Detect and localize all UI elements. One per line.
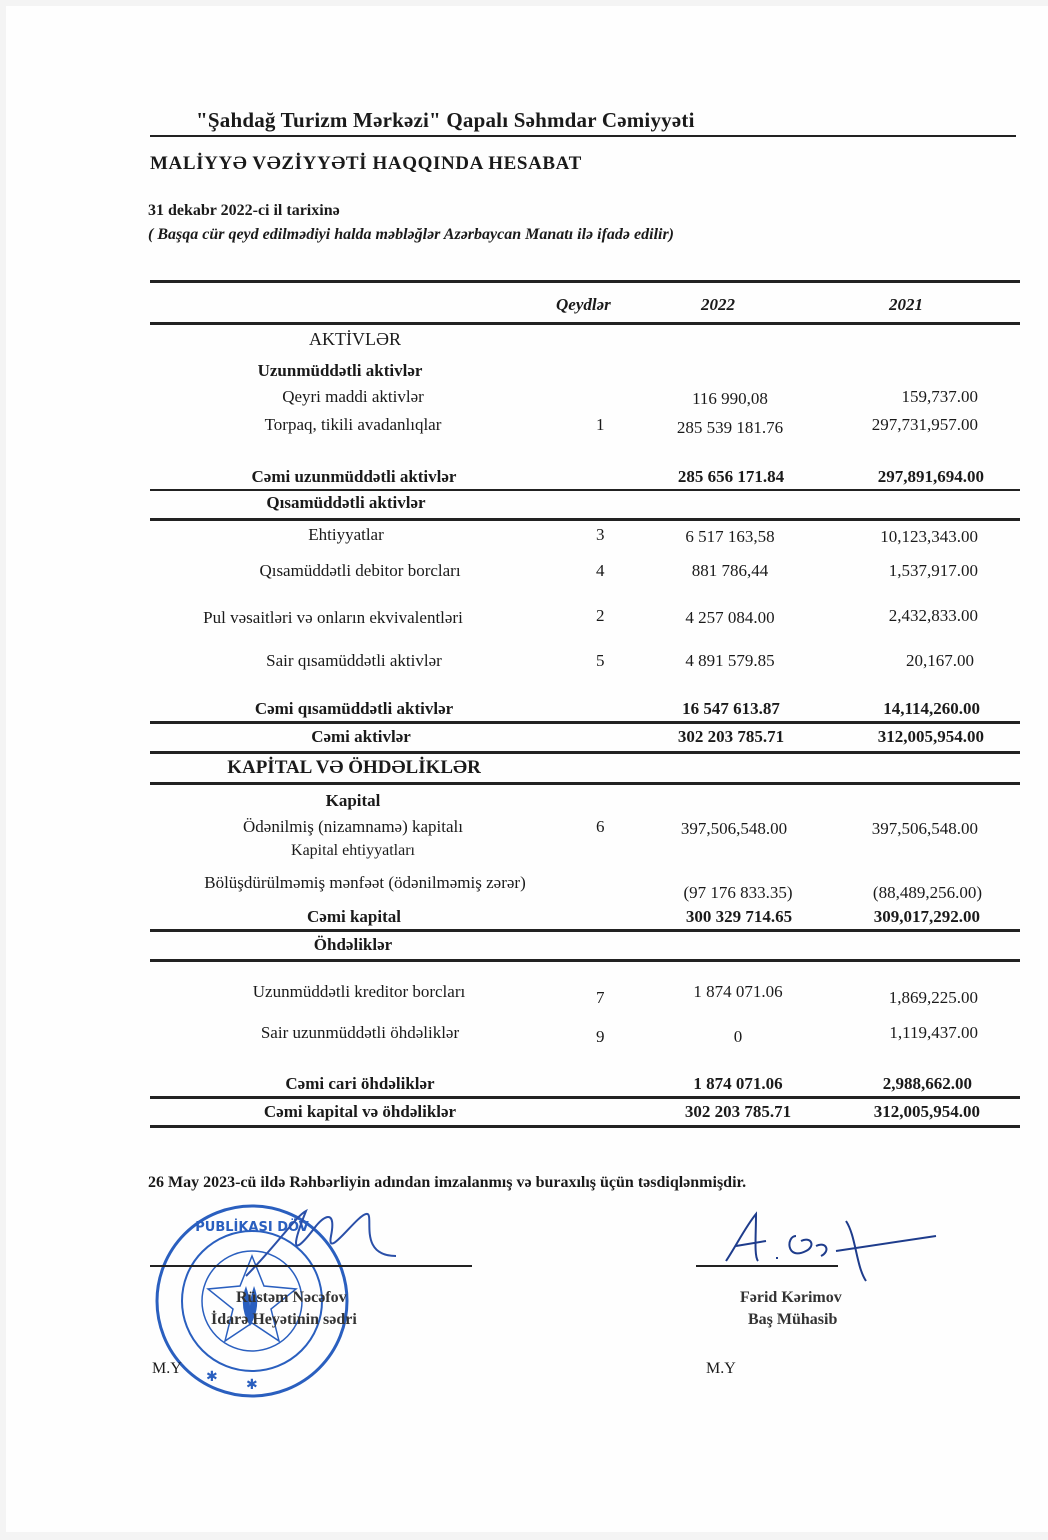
value-2021: (88,489,256.00) (872, 883, 982, 902)
table-row (6, 415, 1048, 441)
note-ref: 5 (596, 651, 605, 670)
left-signatory-role: İdarə Heyətinin sədri (211, 1311, 357, 1328)
currency-note: ( Başqa cür qeyd edilmədiyi halda məbləğlər Azərbaycan Manatı ilə ifadə edilir) (148, 226, 675, 243)
table-bottom-rule (150, 1125, 1020, 1128)
table-row (6, 329, 1048, 355)
svg-text:✱: ✱ (206, 1369, 218, 1385)
approval-statement: 26 May 2023-cü ildə Rəhbərliyin adından imzalanmış və buraxılış üçün təsdiqlənmişdir. (148, 1174, 747, 1191)
total-2022: 285 656 171.84 (677, 467, 785, 486)
left-signatory-name: Rüstəm Nəcəfov (236, 1289, 347, 1306)
total-label: Cəmi uzunmüddətli aktivlər (251, 467, 457, 486)
row-rule (150, 518, 1020, 521)
row-rule (150, 929, 1020, 932)
row-rule (150, 721, 1020, 724)
table-row (6, 561, 1048, 587)
table-header-rule (150, 322, 1020, 325)
company-name: "Şahdağ Turizm Mərkəzi" Qapalı Səhmdar Cəmiyyəti (196, 108, 695, 132)
document-page (6, 6, 1048, 1532)
row-label: Sair uzunmüddətli öhdəliklər (260, 1023, 460, 1042)
table-row (6, 651, 1048, 677)
table-row (6, 842, 1048, 868)
total-2022: 302 203 785.71 (684, 1102, 792, 1121)
section-label: AKTİVLƏR (309, 329, 401, 349)
table-row (6, 387, 1048, 413)
left-seal-mark: M.Y (152, 1360, 182, 1377)
value-2021: 159,737.00 (901, 387, 978, 406)
table-row (6, 1023, 1048, 1049)
right-signature-line (696, 1265, 838, 1267)
table-row (6, 525, 1048, 551)
table-row (6, 873, 1048, 902)
left-signature-icon (236, 1206, 416, 1286)
table-row (6, 817, 1048, 843)
row-rule (150, 751, 1020, 754)
total-label: Cəmi kapital (307, 907, 401, 926)
value-2022: (97 176 833.35) (683, 883, 793, 902)
row-rule (150, 489, 1020, 491)
col-2021: 2021 (889, 295, 923, 314)
value-2022: 4 891 579.85 (685, 651, 775, 670)
note-ref: 7 (596, 988, 605, 1007)
total-2022: 300 329 714.65 (685, 907, 793, 926)
total-2021: 312,005,954.00 (877, 727, 984, 746)
total-label: Cəmi cari öhdəliklər (285, 1074, 435, 1093)
right-signatory-name: Fərid Kərimov (740, 1289, 842, 1306)
note-ref: 2 (596, 606, 605, 625)
row-label: Sair qısamüddətli aktivlər (266, 651, 442, 670)
value-2021: 2,432,833.00 (888, 606, 978, 625)
total-label: Cəmi kapital və öhdəliklər (263, 1102, 457, 1121)
subsection-label: Qısamüddətli aktivlər (266, 493, 426, 512)
col-notes: Qeydlər (556, 295, 611, 314)
value-2022: 397,506,548.00 (680, 819, 788, 838)
note-ref: 9 (596, 1027, 605, 1046)
subsection-label: Uzunmüddətli aktivlər (257, 361, 423, 380)
row-label: Pul vəsaitləri və onların ekvivalentləri (203, 608, 463, 627)
report-title: MALİYYƏ VƏZİYYƏTİ HAQQINDA HESABAT (150, 153, 582, 174)
left-signature-line (150, 1265, 472, 1267)
value-2021: 1,869,225.00 (888, 988, 978, 1007)
subsection-label: Öhdəliklər (313, 935, 393, 954)
total-2022: 302 203 785.71 (677, 727, 785, 746)
value-2021: 20,167.00 (906, 651, 974, 670)
table-top-rule (150, 280, 1020, 283)
col-2022: 2022 (701, 295, 735, 314)
table-row (6, 493, 1048, 519)
row-label: Bölüşdürülməmiş mənfəət (ödənilməmiş zərər) (204, 873, 526, 892)
table-row (6, 935, 1048, 961)
svg-text:PUBLİKASI DÖV: PUBLİKASI DÖV (195, 1220, 309, 1235)
header-rule (150, 135, 1016, 137)
value-2022: 1 874 071.06 (693, 982, 783, 1001)
table-row (6, 982, 1048, 1008)
table-row-total (6, 727, 1048, 753)
row-rule (150, 959, 1020, 962)
total-label: Cəmi aktivlər (311, 727, 411, 746)
note-ref: 1 (596, 415, 605, 434)
row-label: Torpaq, tikili avadanlıqlar (264, 415, 442, 434)
total-2021: 297,891,694.00 (877, 467, 984, 486)
value-2021: 1,537,917.00 (888, 561, 978, 580)
value-2022: 6 517 163,58 (685, 527, 775, 546)
right-signatory-role: Baş Mühasib (748, 1311, 838, 1328)
value-2021: 297,731,957.00 (871, 415, 978, 434)
total-2021: 2,988,662.00 (882, 1074, 972, 1093)
value-2022: 0 (733, 1027, 743, 1046)
table-row (6, 757, 1048, 783)
row-rule (150, 1096, 1020, 1099)
row-label: Qısamüddətli debitor borcları (259, 561, 461, 580)
table-header-row (6, 295, 1048, 321)
table-row (6, 361, 1048, 387)
total-2022: 16 547 613.87 (682, 699, 780, 718)
table-row (6, 606, 1048, 632)
subsection-label: Kapital (325, 791, 381, 810)
right-signature-icon (716, 1206, 946, 1286)
value-2021: 397,506,548.00 (871, 819, 978, 838)
table-row (6, 791, 1048, 817)
note-ref: 3 (596, 525, 605, 544)
value-2022: 4 257 084.00 (685, 608, 775, 627)
total-label: Cəmi qısamüddətli aktivlər (254, 699, 454, 718)
row-label: Ödənilmiş (nizamnamə) kapitalı (243, 817, 463, 836)
note-ref: 4 (596, 561, 605, 580)
value-2022: 116 990,08 (692, 389, 768, 408)
value-2022: 881 786,44 (691, 561, 769, 580)
row-label: Uzunmüddətli kreditor borcları (252, 982, 466, 1001)
right-seal-mark: M.Y (706, 1360, 736, 1377)
row-rule (150, 782, 1020, 785)
svg-text:✱: ✱ (246, 1377, 258, 1393)
row-label: Qeyri maddi aktivlər (282, 387, 424, 406)
report-date: 31 dekabr 2022-ci il tarixinə (148, 202, 340, 219)
section-label: KAPİTAL VƏ ÖHDƏLİKLƏR (227, 757, 481, 778)
note-ref: 6 (596, 817, 605, 836)
row-label: Kapital ehtiyyatları (291, 842, 415, 859)
value-2022: 285 539 181.76 (676, 418, 784, 437)
value-2021: 1,119,437.00 (889, 1023, 978, 1042)
row-label: Ehtiyyatlar (308, 525, 384, 544)
total-2021: 14,114,260.00 (883, 699, 980, 718)
total-2021: 309,017,292.00 (873, 907, 980, 926)
value-2021: 10,123,343.00 (880, 527, 978, 546)
total-2022: 1 874 071.06 (693, 1074, 783, 1093)
total-2021: 312,005,954.00 (873, 1102, 980, 1121)
